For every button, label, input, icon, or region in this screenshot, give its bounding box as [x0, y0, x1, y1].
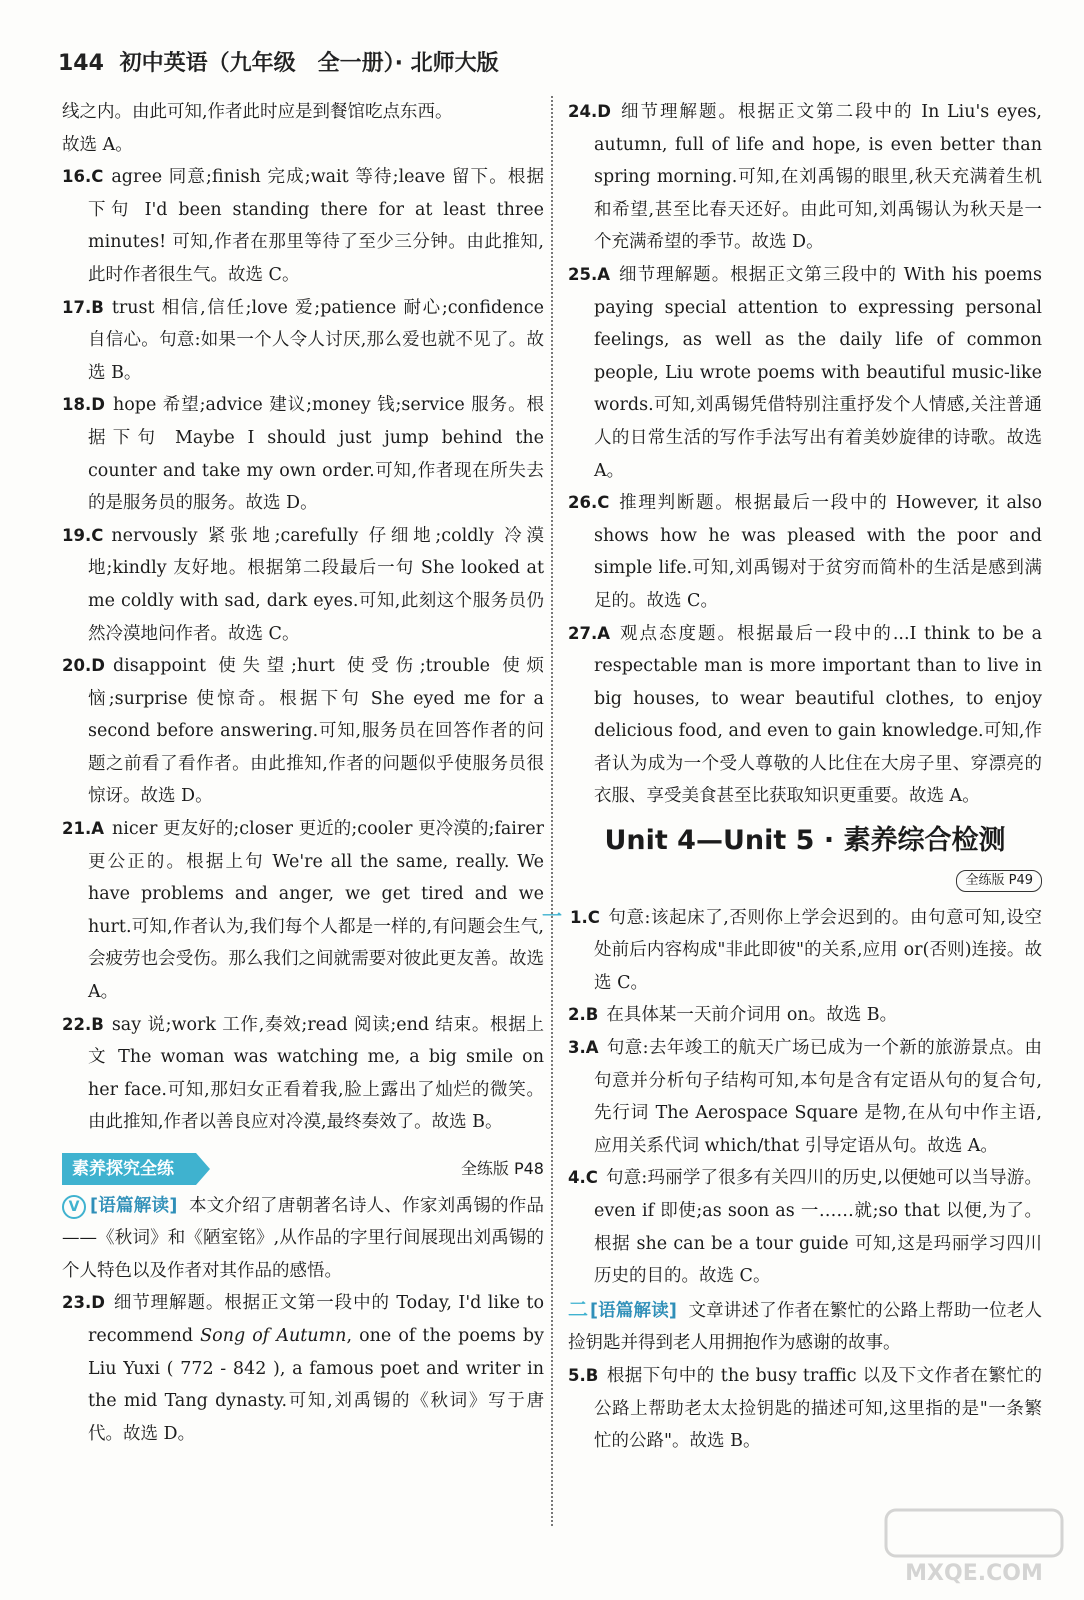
answer-item	[568, 999, 1042, 1032]
answer-item	[62, 161, 544, 291]
left-column	[62, 96, 544, 1450]
answer-item	[62, 813, 544, 1009]
book-title: 初中英语（九年级 全一册）· 北师大版	[119, 51, 499, 76]
answer-item	[62, 1009, 544, 1139]
answer-item	[568, 487, 1042, 617]
passage-analysis	[568, 1293, 1042, 1360]
answer-number: 25.A	[568, 264, 610, 284]
watermark-logo	[884, 1506, 1064, 1586]
answer-number: 3.A	[568, 1038, 599, 1058]
page-header	[58, 46, 499, 77]
column-divider	[551, 96, 553, 1526]
answer-text: trust 相信,信任;love 爱;patience 耐心;confidence 自信心。句意:如果一个人令人讨厌,那么爱也就不见了。故选 B。	[88, 297, 544, 383]
answer-text: 细节理解题。根据正文第二段中的 In Liu's eyes, autumn, full of life and hope, is even better than spring morning.可知,在刘禹锡的眼里,秋天充满着生机和希望,甚至比春天还好。由此可知,刘禹锡认为秋天是一个充满希望的季节。故选 D。	[594, 102, 1042, 253]
watermark-text: MXQE.COM	[905, 1561, 1043, 1586]
answer-text: 句意:该起床了,否则你上学会迟到的。由句意可知,设空处前后内容构成"非此即彼"的关系,应用 or(否则)连接。故选 C。	[594, 907, 1042, 993]
section-banner: 素养探究全练	[62, 1153, 196, 1185]
page-number: 144	[58, 51, 104, 76]
answer-item	[62, 389, 544, 519]
watermark-graphic	[884, 1506, 1064, 1586]
answer-text: say 说;work 工作,奏效;read 阅读;end 结束。根据上文 The woman was watching me, a big smile on her face.可知,那妇女正看着我,脸上露出了灿烂的微笑。由此推知,作者以善良应对冷漠,最终奏效了。故选 B。	[88, 1014, 544, 1133]
answer-item	[568, 1162, 1042, 1292]
analysis-text: 文章讲述了作者在繁忙的公路上帮助一位老人捡钥匙并得到老人用拥抱作为感谢的故事。	[568, 1300, 1042, 1354]
answer-text-post: , one of the poems by Liu Yuxi ( 772 - 842 ), a famous poet and writer in the mid Tang dynasty.可知,刘禹锡的《秋词》写于唐代。故选 D。	[88, 1325, 545, 1444]
answer-text: 推理判断题。根据最后一段中的 However, it also shows how he was pleased with the poor and simple life.可知,刘禹锡对于贫穷而简朴的生活是感到满足的。故选 C。	[594, 493, 1042, 611]
answer-text: 根据下句中的 the busy traffic 以及下文作者在繁忙的公路上帮助老太太捡钥匙的描述可知,这里指的是"一条繁忙的公路"。故选 B。	[594, 1365, 1042, 1452]
answer-number: 1.C	[570, 907, 600, 927]
answer-number: 22.B	[62, 1014, 104, 1034]
answer-number: 2.B	[568, 1005, 599, 1025]
answer-text: 在具体某一天前介词用 on。故选 B。	[606, 1005, 898, 1026]
answer-item	[568, 96, 1042, 259]
analysis-text: 本文介绍了唐朝著名诗人、作家刘禹锡的作品——《秋词》和《陋室铭》,从作品的字里行间展现出刘禹锡的个人特色以及作者对其作品的感悟。	[62, 1195, 544, 1281]
unit-title: Unit 4—Unit 5 · 素养综合检测	[604, 825, 1006, 857]
answer-number: 21.A	[62, 819, 104, 839]
answer-item	[568, 259, 1042, 487]
answer-text: agree 同意;finish 完成;wait 等待;leave 留下。根据下句 I'd been standing there for at least three minutes! 可知,作者在那里等待了至少三分钟。由此推知,此时作者很生气。故选 C。	[88, 167, 544, 285]
intro-line-1: 线之内。由此可知,作者此时应是到餐馆吃点东西。	[62, 102, 453, 122]
answer-number: 23.D	[62, 1293, 105, 1313]
answer-number: 24.D	[568, 102, 611, 121]
answer-text: hope 希望;advice 建议;money 钱;service 服务。根据下句 Maybe I should just jump behind the counter and take my own order.可知,作者现在所失去的是服务员的服务。故选 D。	[88, 395, 544, 514]
answer-text: 句意:玛丽学了很多有关四川的历史,以便她可以当导游。even if 即使;as soon as 一……就;so that 以便,为了。根据 she can be a tour guide 可知,这是玛丽学习四川历史的目的。故选 C。	[594, 1168, 1042, 1287]
section-page-ref: 全练版 P48	[460, 1159, 544, 1178]
poem-title: Song of Autumn	[200, 1325, 347, 1346]
answer-number: 16.C	[62, 167, 104, 187]
answer-number: 4.C	[568, 1168, 598, 1188]
answer-text: nicer 更友好的;closer 更近的;cooler 更冷漠的;fairer 更公正的。根据上句 We're all the same, really. We have problems and anger, we get tired and we hurt.可知,作者认为,我们每个人都是一样的,有问题会生气,会疲劳也会受伤。那么我们之间就需要对彼此更友善。故选 A。	[88, 819, 544, 1003]
answer-text: nervously 紧张地;carefully 仔细地;coldly 冷漠地;kindly 友好地。根据第二段最后一句 She looked at me coldly with sad, dark eyes.可知,此刻这个服务员仍然冷漠地问作者。故选 C。	[88, 525, 544, 644]
answer-item	[568, 1032, 1042, 1162]
right-column	[542, 96, 1042, 1458]
intro-line-2: 故选 A。	[62, 134, 133, 155]
unit-page-ref-badge: 全练版 P49	[956, 870, 1042, 892]
answer-item	[62, 520, 544, 650]
answer-number: 26.C	[568, 493, 610, 513]
answer-text: 观点态度题。根据最后一段中的...I think to be a respectable man is more important than to live in big houses, to wear beautiful clothes, to enjoy delicious food, and even to gain knowledge.可知,作者认为成为一个受人尊敬的人比住在大房子里、穿漂亮的衣服、享受美食甚至比获取知识更重要。故选 A。	[594, 623, 1042, 807]
answer-text-pre: 细节理解题。根据正文第一段中的 Today, I'd like to recommend	[88, 1293, 544, 1346]
section-header	[62, 1153, 544, 1186]
answer-number: 5.B	[568, 1365, 599, 1385]
v-icon: V	[62, 1195, 86, 1219]
answer-item	[62, 292, 544, 390]
answer-item: 一 1.C 句意:该起床了,否则你上学会迟到的。由句意可知,设空处前后内容构成"非此即彼"的关系,应用 or(否则)连接。故选 C。	[542, 903, 1042, 993]
answer-number: 27.A	[568, 623, 610, 643]
answer-number: 19.C	[62, 525, 104, 545]
answer-item	[62, 1287, 544, 1450]
answer-text: disappoint 使失望;hurt 使受伤;trouble 使烦恼;surprise 使惊奇。根据下句 She eyed me for a second before answering.可知,服务员在回答作者的问题之前看了看作者。由此推知,作者的问题似乎使服务员很惊讶。故选 D。	[88, 656, 544, 807]
analysis-tag: [语篇解读]	[90, 1195, 178, 1216]
unit-page-ref	[568, 863, 1042, 896]
answer-text: 细节理解题。根据正文第三段中的 With his poems paying special attention to expressing personal feelings, as well as the daily life of common people, Liu wrote poems with beautiful music-like words.可知,刘禹锡凭借特别注重抒发个人情感,关注普通人的日常生活的写作手法写出有着美妙旋律的诗歌。故选 A。	[594, 264, 1042, 481]
answer-number: 20.D	[62, 656, 105, 676]
answer-item	[568, 1360, 1042, 1458]
answer-text: 句意:去年竣工的航天广场已成为一个新的旅游景点。由句意并分析句子结构可知,本句是含有定语从句的复合句,先行词 The Aerospace Square 是物,在从句中作主语,应用关系代词 which/that 引导定语从句。故选 A。	[594, 1038, 1042, 1156]
answer-item	[568, 618, 1042, 814]
part-two-mark: 二	[568, 1296, 588, 1321]
answer-number: 18.D	[62, 395, 105, 415]
answer-item	[62, 650, 544, 813]
answer-number: 17.B	[62, 297, 104, 317]
analysis-tag: [语篇解读]	[590, 1300, 677, 1321]
passage-analysis	[62, 1190, 544, 1288]
